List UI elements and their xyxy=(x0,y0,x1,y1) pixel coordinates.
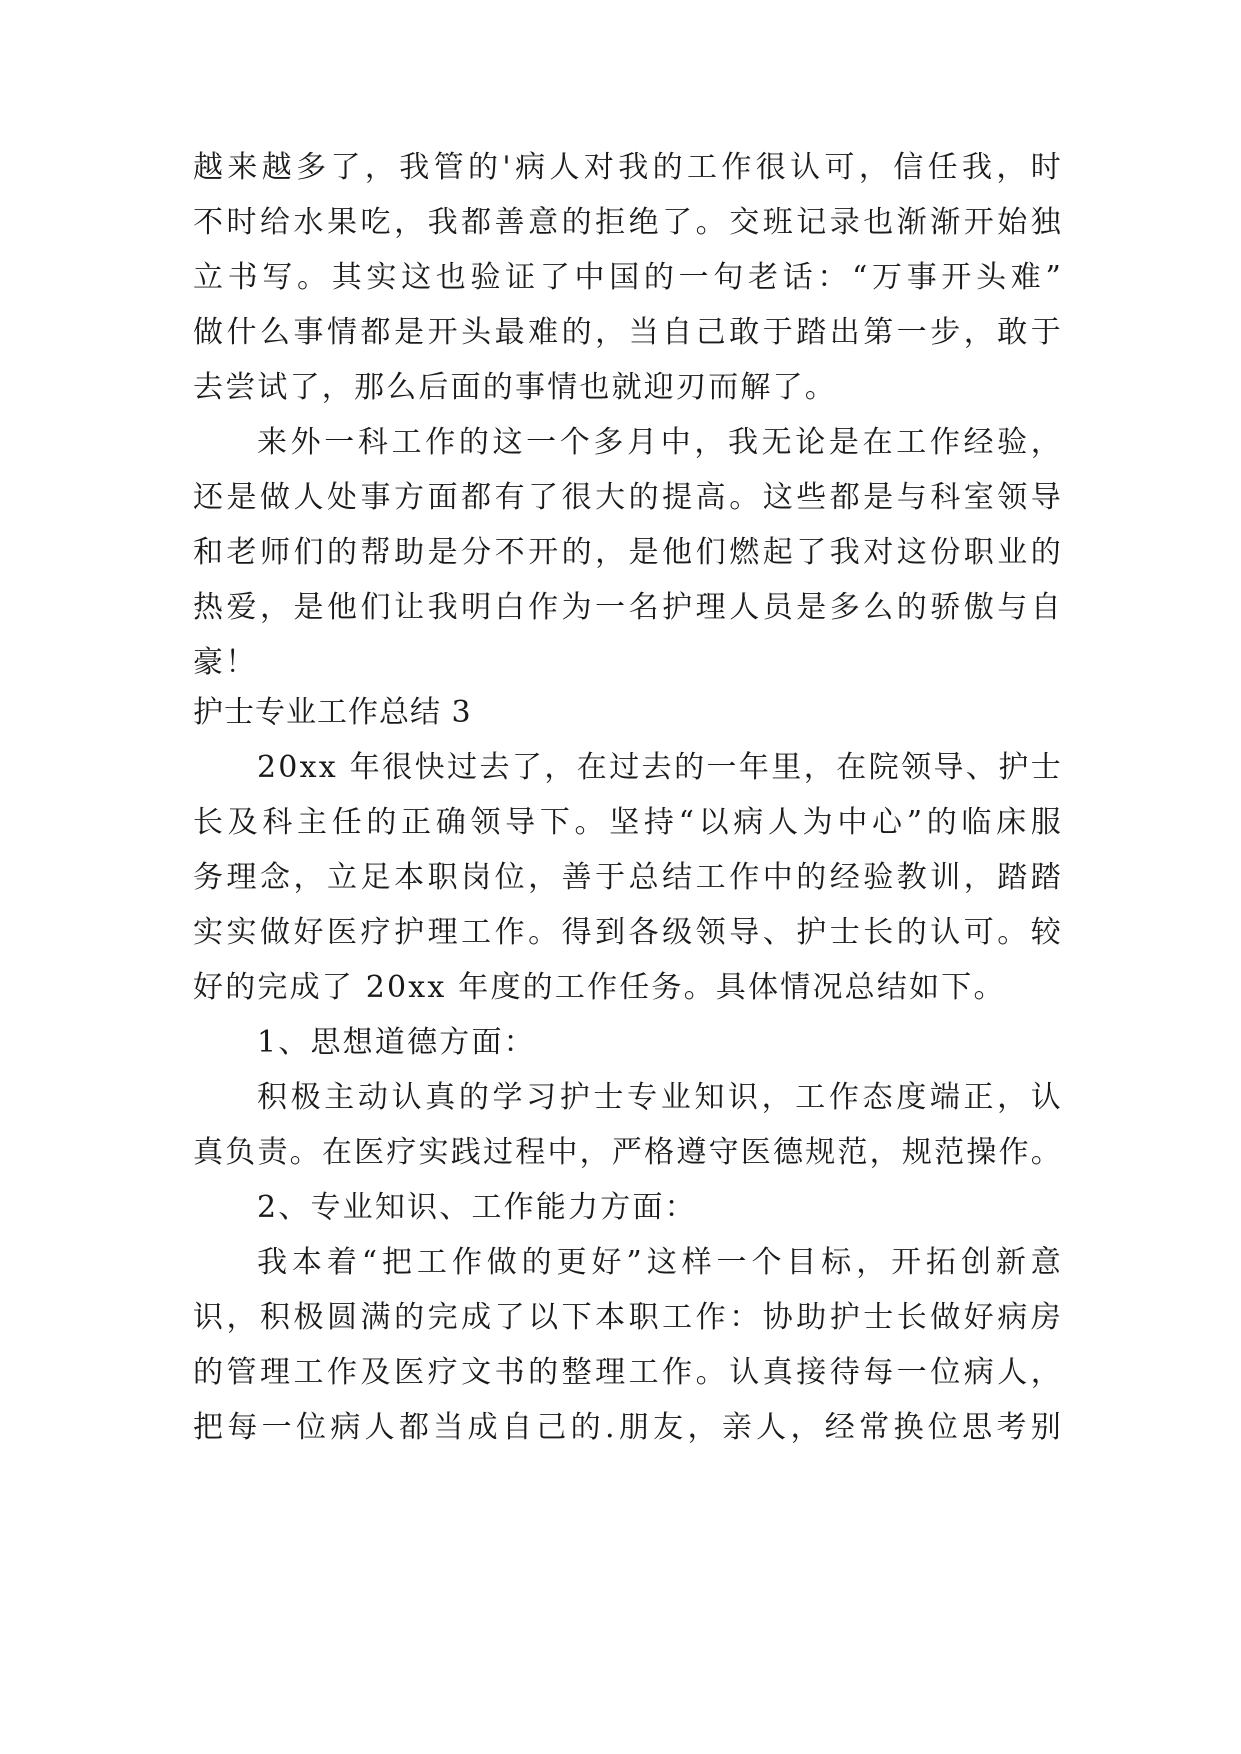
text-line: 去尝试了，那么后面的事情也就迎刃而解了。 xyxy=(193,370,837,405)
text-line: 还是做人处事方面都有了很大的提高。这些都是与科室领导 xyxy=(193,480,1063,515)
text-line: 做什么事情都是开头最难的，当自己敢于踏出第一步，敢于 xyxy=(193,315,1063,350)
subheading: 2、专业知识、工作能力方面： xyxy=(257,1190,697,1225)
text-line: 务理念，立足本职岗位，善于总结工作中的经验教训，踏踏 xyxy=(193,860,1063,895)
text-line: 实实做好医疗护理工作。得到各级领导、护士长的认可。较 xyxy=(193,915,1063,950)
subheading: 1、思想道德方面： xyxy=(257,1025,536,1060)
paragraph-start-line: 积极主动认真的学习护士专业知识，工作态度端正，认 xyxy=(257,1080,1063,1115)
paragraph-start-line: 我本着“把工作做的更好”这样一个目标，开拓创新意 xyxy=(257,1245,1063,1280)
text-line: 热爱，是他们让我明白作为一名护理人员是多么的骄傲与自 xyxy=(193,590,1063,625)
text-line: 识，积极圆满的完成了以下本职工作：协助护士长做好病房 xyxy=(193,1300,1063,1335)
text-line: 立书写。其实这也验证了中国的一句老话：“万事开头难” xyxy=(193,260,1063,295)
text-line: 好的完成了 20xx 年度的工作任务。具体情况总结如下。 xyxy=(193,970,1006,1005)
text-line: 的管理工作及医疗文书的整理工作。认真接待每一位病人， xyxy=(193,1355,1063,1390)
paragraph-start-line: 20xx 年很快过去了，在过去的一年里，在院领导、护士 xyxy=(257,750,1063,785)
text-line: 不时给水果吃，我都善意的拒绝了。交班记录也渐渐开始独 xyxy=(193,205,1063,240)
paragraph-start-line: 来外一科工作的这一个多月中，我无论是在工作经验， xyxy=(257,425,1063,460)
text-line: 越来越多了，我管的'病人对我的工作很认可，信任我，时 xyxy=(193,150,1063,185)
text-line: 真负责。在医疗实践过程中，严格遵守医德规范，规范操作。 xyxy=(193,1135,1063,1170)
text-line: 长及科主任的正确领导下。坚持“以病人为中心”的临床服 xyxy=(193,805,1063,840)
text-line: 和老师们的帮助是分不开的，是他们燃起了我对这份职业的 xyxy=(193,535,1063,570)
section-heading: 护士专业工作总结 3 xyxy=(193,695,472,730)
text-line: 豪！ xyxy=(193,645,258,680)
text-line: 把每一位病人都当成自己的.朋友，亲人，经常换位思考别 xyxy=(193,1410,1063,1445)
